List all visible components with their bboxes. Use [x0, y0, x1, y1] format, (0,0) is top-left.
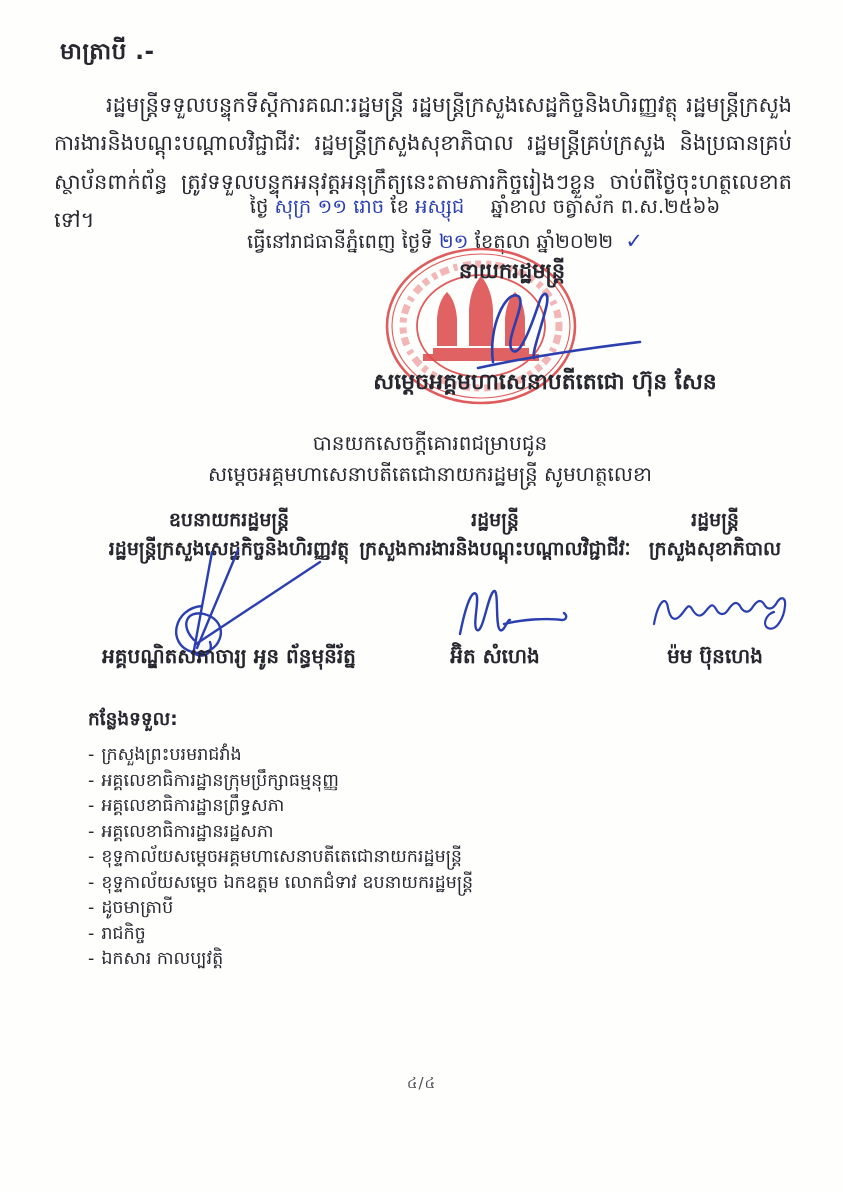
lunar-month-handwritten: អស្សុជ — [415, 195, 465, 218]
signatory-1-name: អគ្គបណ្ឌិតសភាចារ្យ អូន ព័ន្ធមុនីរ័ត្ន — [102, 644, 356, 668]
recipient-item — [88, 769, 473, 795]
signatory-2-signature-icon — [452, 582, 582, 644]
lunar-date-rest: ឆ្នាំខាល ចត្វាស័ក ព.ស.២៥៦៦ — [490, 195, 721, 218]
prime-minister-title: នាយករដ្ឋមន្ត្រី — [458, 259, 566, 283]
gregorian-date-rest: ខែតុលា ឆ្នាំ២០២២ — [474, 230, 614, 253]
lunar-date-line — [170, 194, 800, 223]
recipient-item — [88, 845, 473, 871]
dash: - — [88, 872, 95, 893]
recipient-text: ឯកសារ កាលប្បវត្តិ — [101, 949, 224, 969]
recipient-item — [88, 922, 473, 948]
signatory-2-title-line2: ក្រសួងការងារនិងបណ្ដុះបណ្ដាលវិជ្ជាជីវៈ — [359, 538, 631, 561]
recipients-list — [88, 743, 473, 973]
recipient-text: ក្រសួងព្រះបរមរាជវាំង — [101, 745, 242, 765]
cc-note-line2: សម្ដេចអគ្គមហាសេនាបតីតេជោនាយករដ្ឋមន្ត្រី សូមហត្ថលេខា — [208, 462, 652, 486]
dash: - — [88, 745, 95, 765]
page-number: ៤/៤ — [406, 1074, 437, 1092]
dash: - — [88, 770, 95, 791]
gregorian-date-prefix: ធ្វើនៅរាជធានីភ្នំពេញ ថ្ងៃទី — [247, 230, 433, 253]
checkmark-icon: ✓ — [625, 229, 643, 253]
signatory-3-title-line1: រដ្ឋមន្ត្រី — [691, 509, 739, 531]
dash: - — [88, 949, 95, 969]
cc-note-line1: បានយកសេចក្ដីគោរពជម្រាបជូន — [312, 431, 548, 455]
recipient-item — [88, 947, 473, 973]
signatory-1-title-line1: ឧបនាយករដ្ឋមន្ត្រី — [168, 509, 290, 531]
lunar-day-handwritten: សុក្រ ១១ រោច — [274, 195, 385, 218]
recipient-text: ខុទ្ទកាល័យសម្ដេចអគ្គមហាសេនាបតីតេជោនាយករដ្ឋមន្ត្រី — [101, 847, 463, 867]
lunar-date-prefix: ថ្ងៃ — [249, 195, 269, 218]
recipient-text: ដូចមាត្រាបី — [101, 898, 174, 918]
article-heading: មាត្រាបី .- — [60, 39, 155, 65]
lunar-month-label: ខែ — [390, 195, 409, 218]
recipient-item — [88, 743, 473, 769]
signatory-3-titles — [614, 506, 816, 565]
signatory-1-title-line2: រដ្ឋមន្ត្រីក្រសួងសេដ្ឋកិច្ចនិងហិរញ្ញវត្ថុ — [108, 538, 350, 561]
recipients-section — [88, 708, 473, 973]
signatory-3-name: ម៉ម ប៊ុនហេង — [667, 644, 763, 668]
gregorian-day-handwritten: ២១ — [438, 230, 469, 253]
dash: - — [88, 898, 95, 918]
recipient-item — [88, 820, 473, 846]
recipient-text: អគ្គលេខាធិការដ្ឋានព្រឹទ្ធសភា — [101, 796, 285, 816]
signatory-3-signature-icon — [648, 576, 798, 644]
signatory-2-titles — [348, 506, 642, 565]
dash: - — [88, 847, 95, 867]
recipient-text: អគ្គលេខាធិការដ្ឋានក្រុមប្រឹក្សាធម្មនុញ្ញ — [101, 770, 339, 791]
signatory-2-name: អ៊ិត សំហេង — [450, 644, 540, 668]
dash: - — [88, 821, 95, 842]
prime-minister-signature-icon — [468, 282, 648, 382]
signatory-2-title-line1: រដ្ឋមន្ត្រី — [471, 509, 519, 531]
article-body-paragraph: រដ្ឋមន្ត្រីទទួលបន្ទុកទីស្ដីការគណៈរដ្ឋមន្ត្រី រដ្ឋមន្ត្រីក្រសួងសេដ្ឋកិច្ចនិងហិរញ្ញវត្ថុ រដ្ឋមន្ត្រីក្រសួងការងារនិងបណ្ដុះបណ្ដាលវិជ្ជាជីវៈ រដ្ឋមន្ត្រីក្រសួងសុខាភិបាល រដ្ឋមន្ត្រីគ្រប់ក្រសួង និងប្រធានគ្រប់ស្ថាប័នពាក់ព័ន្ធ ត្រូវទទួលបន្ទុកអនុវត្តអនុក្រឹត្យនេះតាមភារកិច្ចរៀងៗខ្លួន ចាប់ពីថ្ងៃចុះហត្ថលេខាតទៅ។ — [54, 93, 792, 233]
dash: - — [88, 923, 95, 944]
recipient-text: អគ្គលេខាធិការដ្ឋានរដ្ឋសភា — [101, 821, 274, 842]
recipients-heading: កន្លែងទទួល: — [88, 709, 178, 730]
recipient-item — [88, 794, 473, 820]
dash: - — [88, 796, 95, 816]
signatory-3-title-line2: ក្រសួងសុខាភិបាល — [648, 538, 782, 561]
prime-minister-name: សម្ដេចអគ្គមហាសេនាបតីតេជោ ហ៊ុន សែន — [373, 370, 717, 395]
recipient-text: រាជកិច្ច — [101, 923, 146, 944]
recipient-text: ខុទ្ទកាល័យសម្ដេច ឯកឧត្ដម លោកជំទាវ ឧបនាយករដ្ឋមន្ត្រី — [101, 872, 474, 893]
recipient-item — [88, 871, 473, 897]
recipient-item — [88, 896, 473, 922]
